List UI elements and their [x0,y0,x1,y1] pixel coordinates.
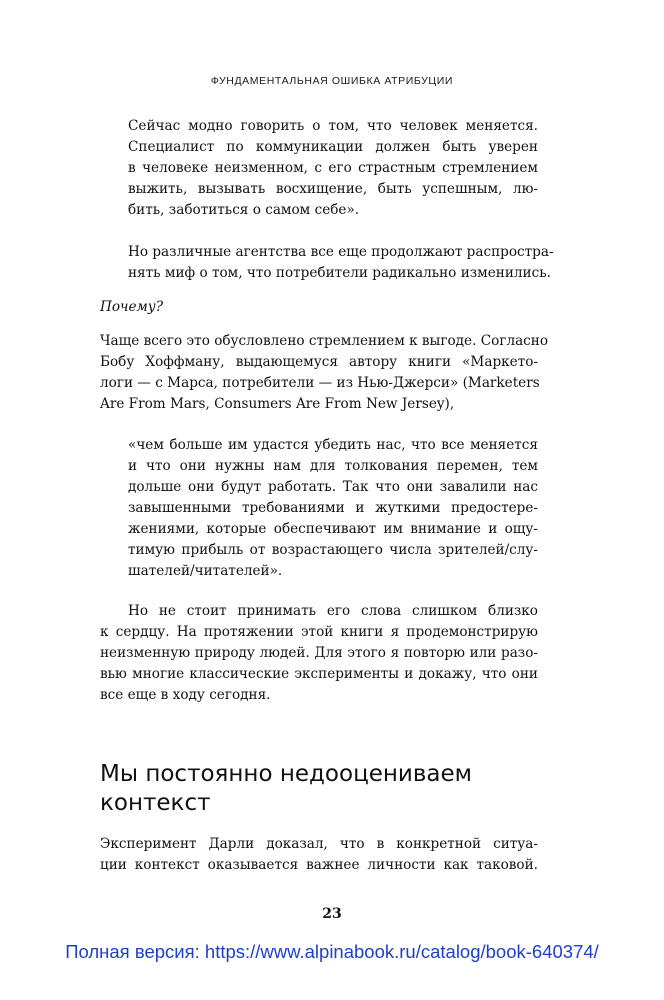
paragraph-4 [100,834,538,876]
paragraph-line: Бобу Хоффману, выдающемуся автору книги «Маркето- [100,354,538,370]
quote-line: в человеке неизменном, с его страстным стремлением [128,160,538,176]
paragraph-line: Are From Mars, Consumers Are From New Jersey), [100,396,455,412]
quote-block-2 [128,435,538,582]
heading-line: контекст [100,790,211,816]
paragraph-line: ции контекст оказывается важнее личности как таковой. [100,857,538,873]
paragraph-1 [128,242,554,284]
quote-line: «чем больше им удастся убедить нас, что все меняется [128,437,538,453]
section-heading [100,760,540,818]
quote-line: тимую прибыль от возрастающего числа зрителей/слу- [128,542,538,558]
paragraph-line: Чаще всего это обусловлено стремлением к выгоде. Согласно [100,333,549,349]
quote-line: выжить, вызывать восхищение, быть успешным, лю- [128,181,538,197]
quote-line: жениями, которые обеспечивают им внимание и ощу- [128,521,538,537]
paragraph-line: Но не стоит принимать его слова слишком близко [128,603,538,619]
paragraph-line: вью многие классические эксперименты и докажу, что они [100,666,538,682]
quote-line: и что они нужны нам для толкования перемен, тем [128,458,538,474]
paragraph-line: логи — с Марса, потребители — из Нью-Джерси» (Marketers [100,375,540,391]
quote-line: Специалист по коммуникации должен быть уверен [128,139,538,155]
paragraph-line: неизменную природу людей. Для этого я повторю или разо- [100,645,538,661]
full-version-link[interactable]: Полная версия: https://www.alpinabook.ru/catalog/book-640374/ [65,941,599,962]
paragraph-line: все еще в ходу сегодня. [100,687,271,703]
paragraph-line: нять миф о том, что потребители радикально изменились. [128,265,551,281]
heading-line: Мы постоянно недооцениваем [100,761,473,787]
question-why [100,297,538,318]
quote-line: Сейчас модно говорить о том, что человек меняется. [128,118,538,134]
quote-line: шателей/читателей». [128,563,283,579]
quote-line: завышенными требованиями и жуткими предостере- [128,500,538,516]
paragraph-line: Но различные агентства все еще продолжают распростра- [128,244,554,260]
running-head: ФУНДАМЕНТАЛЬНАЯ ОШИБКА АТРИБУЦИИ [210,75,454,87]
paragraph-2 [100,331,549,415]
paragraph-line: к сердцу. На протяжении этой книги я продемонстрирую [100,624,538,640]
quote-line: дольше они будут работать. Так что они завалили нас [128,479,538,495]
quote-block-1 [128,116,538,221]
page-number: 23 [322,906,342,922]
question-line: Почему? [100,299,163,315]
quote-line: бить, заботиться о самом себе». [128,202,360,218]
paragraph-line: Эксперимент Дарли доказал, что в конкретной ситуа- [100,836,538,852]
paragraph-3 [100,601,538,706]
